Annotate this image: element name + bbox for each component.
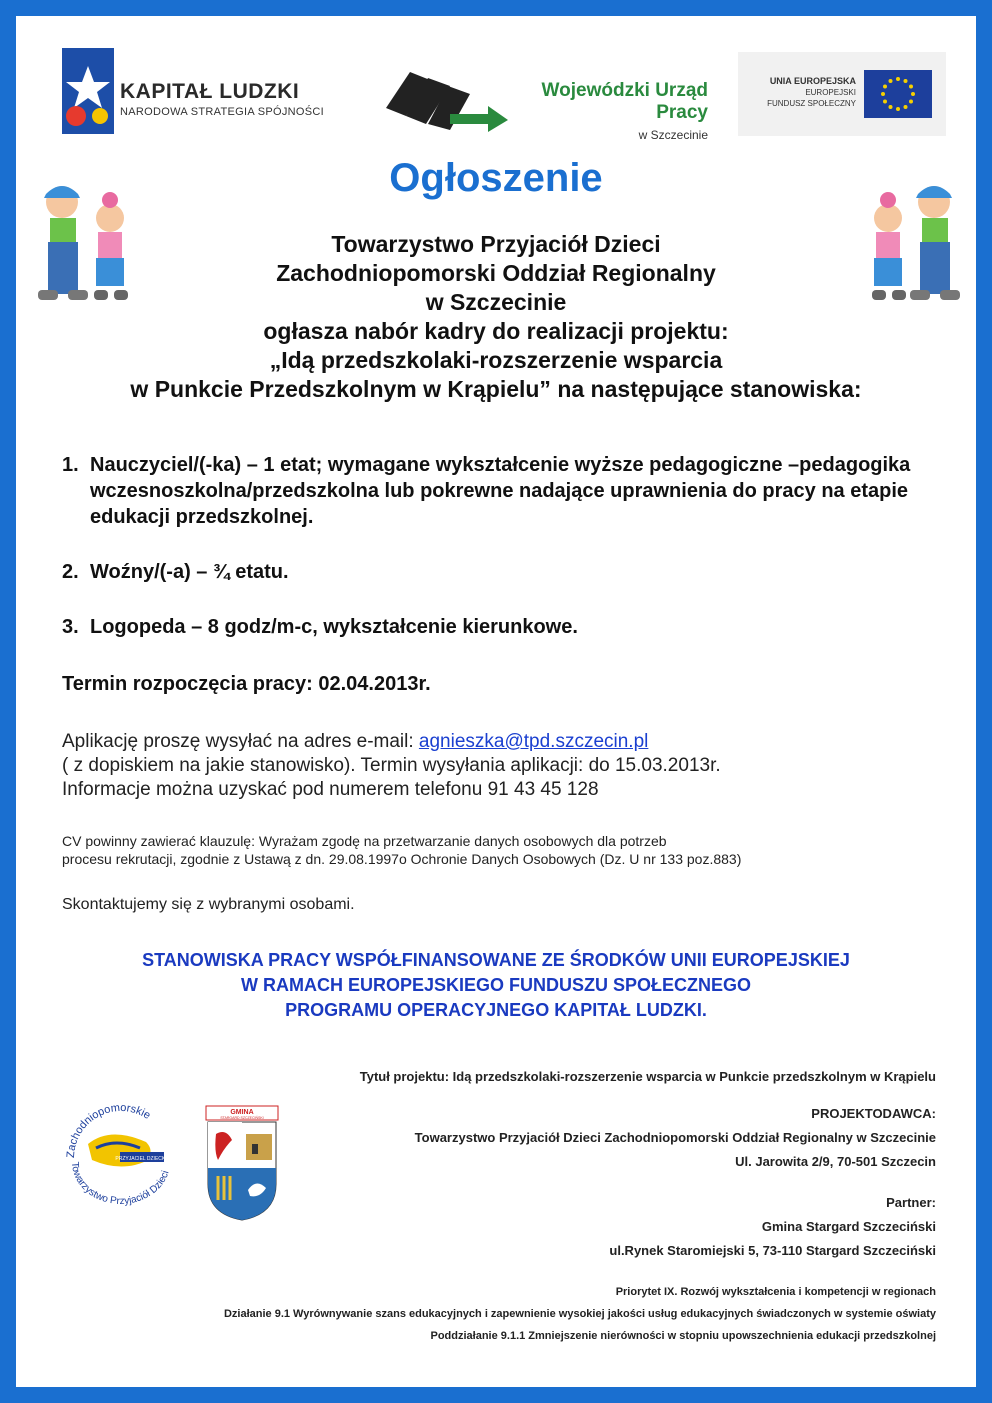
gmina-coat-of-arms-icon bbox=[204, 1104, 280, 1222]
org-line: Towarzystwo Przyjaciół Dzieci bbox=[331, 231, 661, 257]
projektodawca-block bbox=[56, 1102, 936, 1174]
cv-clause-line: procesu rekrutacji, zgodnie z Ustawą z dn. 29.08.1997o Ochronie Danych Osobowych (Dz. U nr 133 poz.883) bbox=[62, 851, 742, 867]
partner-block bbox=[56, 1191, 936, 1263]
list-item bbox=[62, 452, 942, 530]
program-action: Działanie 9.1 Wyrównywanie szans edukacyjnych i zapewnienie wysokiej jakości usług edukacyjnych świadczonych w systemie oświaty bbox=[223, 1308, 936, 1320]
eu-logo-text bbox=[746, 76, 856, 109]
application-deadline: ( z dopiskiem na jakie stanowisko). Termin wysyłania aplikacji: do 15.03.2013r. bbox=[62, 755, 721, 776]
start-date: Termin rozpoczęcia pracy: 02.04.2013r. bbox=[62, 673, 431, 695]
gmina-label: GMINA bbox=[230, 1109, 254, 1116]
program-priority: Priorytet IX. Rozwój wykształcenia i kompetencji w regionach bbox=[615, 1286, 936, 1298]
eu-flag-icon bbox=[864, 70, 932, 118]
eu-line1: UNIA EUROPEJSKA bbox=[769, 76, 856, 86]
eu-star-icon bbox=[889, 105, 893, 109]
eu-star-icon bbox=[896, 107, 900, 111]
eu-star-icon bbox=[904, 105, 908, 109]
kapital-ludzki-title: KAPITAŁ LUDZKI bbox=[120, 80, 300, 103]
wup-title: Wojewódzki Urząd Pracy bbox=[541, 80, 708, 123]
cv-clause-line: CV powinny zawierać klauzulę: Wyrażam zgodę na przetwarzanie danych osobowych dla potrzeb bbox=[62, 833, 667, 849]
partner-name: Gmina Stargard Szczeciński bbox=[761, 1219, 936, 1234]
projektodawca-address: Ul. Jarowita 2/9, 70-501 Szczecin bbox=[735, 1154, 936, 1169]
organisation-block bbox=[36, 230, 956, 404]
kapital-ludzki-logo bbox=[120, 80, 324, 118]
tpd-logo-icon bbox=[60, 1096, 182, 1208]
kapital-ludzki-subtitle: NARODOWA STRATEGIA SPÓJNOŚCI bbox=[120, 106, 324, 118]
list-item bbox=[62, 559, 942, 585]
org-line: Zachodniopomorski Oddział Regionalny bbox=[276, 260, 716, 286]
tpd-bottom-text: Towarzystwo Przyjaciół Dzieci bbox=[68, 1161, 172, 1208]
position-number: 3. bbox=[62, 616, 79, 638]
program-subaction: Poddziałanie 9.1.1 Zmniejszenie nierówności w stopniu upowszechnienia edukacji przedszkolnej bbox=[430, 1330, 936, 1342]
partner-label: Partner: bbox=[886, 1195, 936, 1210]
funding-line: W RAMACH EUROPEJSKIEGO FUNDUSZU SPOŁECZNEGO bbox=[240, 975, 752, 995]
kapital-ludzki-star-icon bbox=[56, 46, 120, 136]
projektodawca-name: Towarzystwo Przyjaciół Dzieci Zachodniopomorski Oddział Regionalny w Szczecinie bbox=[414, 1130, 936, 1145]
eu-star-icon bbox=[909, 100, 913, 104]
position-number: 2. bbox=[62, 561, 79, 583]
org-line: w Punkcie Przedszkolnym w Krąpielu” na następujące stanowiska: bbox=[130, 376, 862, 402]
position-text: Woźny/(-a) – ¾ etatu. bbox=[90, 561, 289, 583]
eu-star-icon bbox=[909, 85, 913, 89]
org-line: w Szczecinie bbox=[425, 289, 567, 315]
gmina-sub-label: STARGARD SZCZECIŃSKI bbox=[220, 1116, 264, 1120]
application-prefix: Aplikację proszę wysyłać na adres e-mail: bbox=[62, 731, 419, 752]
position-text: Logopeda – 8 godz/m-c, wykształcenie kierunkowe. bbox=[90, 616, 578, 638]
svg-text:Towarzystwo Przyjaciół Dzieci bbox=[69, 1161, 172, 1207]
application-phone: Informacje można uzyskać pod numerem telefonu 91 43 45 128 bbox=[62, 779, 599, 800]
position-text: Nauczyciel/(-ka) – 1 etat; wymagane wykształcenie wyższe pedagogiczne –pedagogika wczesnoszkolna/przedszkolna lub pokrewne nadające uprawnienia do pracy na etapie edukacji przedszkolnej. bbox=[90, 454, 911, 528]
eu-star-icon bbox=[896, 77, 900, 81]
project-title: Tytuł projektu: Idą przedszkolaki-rozszerzenie wsparcia w Punkcie przedszkolnym w Krąpielu bbox=[359, 1069, 936, 1084]
tpd-badge: PRZYJACIEL DZIECKA bbox=[115, 1156, 169, 1162]
partner-address: ul.Rynek Staromiejski 5, 73-110 Stargard Szczeciński bbox=[609, 1243, 936, 1258]
eu-star-icon bbox=[883, 100, 887, 104]
funding-line: STANOWISKA PRACY WSPÓŁFINANSOWANE ZE ŚRODKÓW UNII EUROPEJSKIEJ bbox=[142, 950, 850, 970]
wup-logo bbox=[508, 80, 708, 142]
announcement-page bbox=[16, 16, 976, 1387]
eu-star-icon bbox=[883, 85, 887, 89]
funding-line: PROGRAMU OPERACYJNEGO KAPITAŁ LUDZKI. bbox=[285, 1000, 707, 1020]
position-number: 1. bbox=[62, 454, 79, 476]
cv-clause bbox=[62, 832, 741, 868]
wup-logo-icon bbox=[384, 68, 510, 132]
wup-subtitle: w Szczecinie bbox=[638, 128, 708, 142]
projektodawca-label: PROJEKTODAWCA: bbox=[811, 1106, 936, 1121]
contact-note: Skontaktujemy się z wybranymi osobami. bbox=[62, 896, 355, 913]
program-block bbox=[56, 1281, 936, 1347]
eu-star-icon bbox=[889, 79, 893, 83]
list-item bbox=[62, 614, 942, 640]
funding-statement bbox=[36, 948, 956, 1023]
email-link[interactable]: agnieszka@tpd.szczecin.pl bbox=[418, 731, 649, 752]
tpd-arc-text: Zachodniopomorskie bbox=[64, 1101, 153, 1159]
eu-line3: FUNDUSZ SPOŁECZNY bbox=[767, 99, 856, 108]
org-line: „Idą przedszkolaki-rozszerzenie wsparcia bbox=[269, 347, 723, 373]
eu-star-icon bbox=[881, 92, 885, 96]
application-info bbox=[62, 730, 721, 802]
eu-star-icon bbox=[904, 79, 908, 83]
positions-list bbox=[62, 452, 942, 669]
page-title: Ogłoszenie bbox=[389, 156, 603, 200]
org-line: ogłasza nabór kadry do realizacji projektu: bbox=[263, 318, 729, 344]
eu-star-icon bbox=[911, 92, 915, 96]
eu-line2: EUROPEJSKI bbox=[805, 88, 856, 97]
